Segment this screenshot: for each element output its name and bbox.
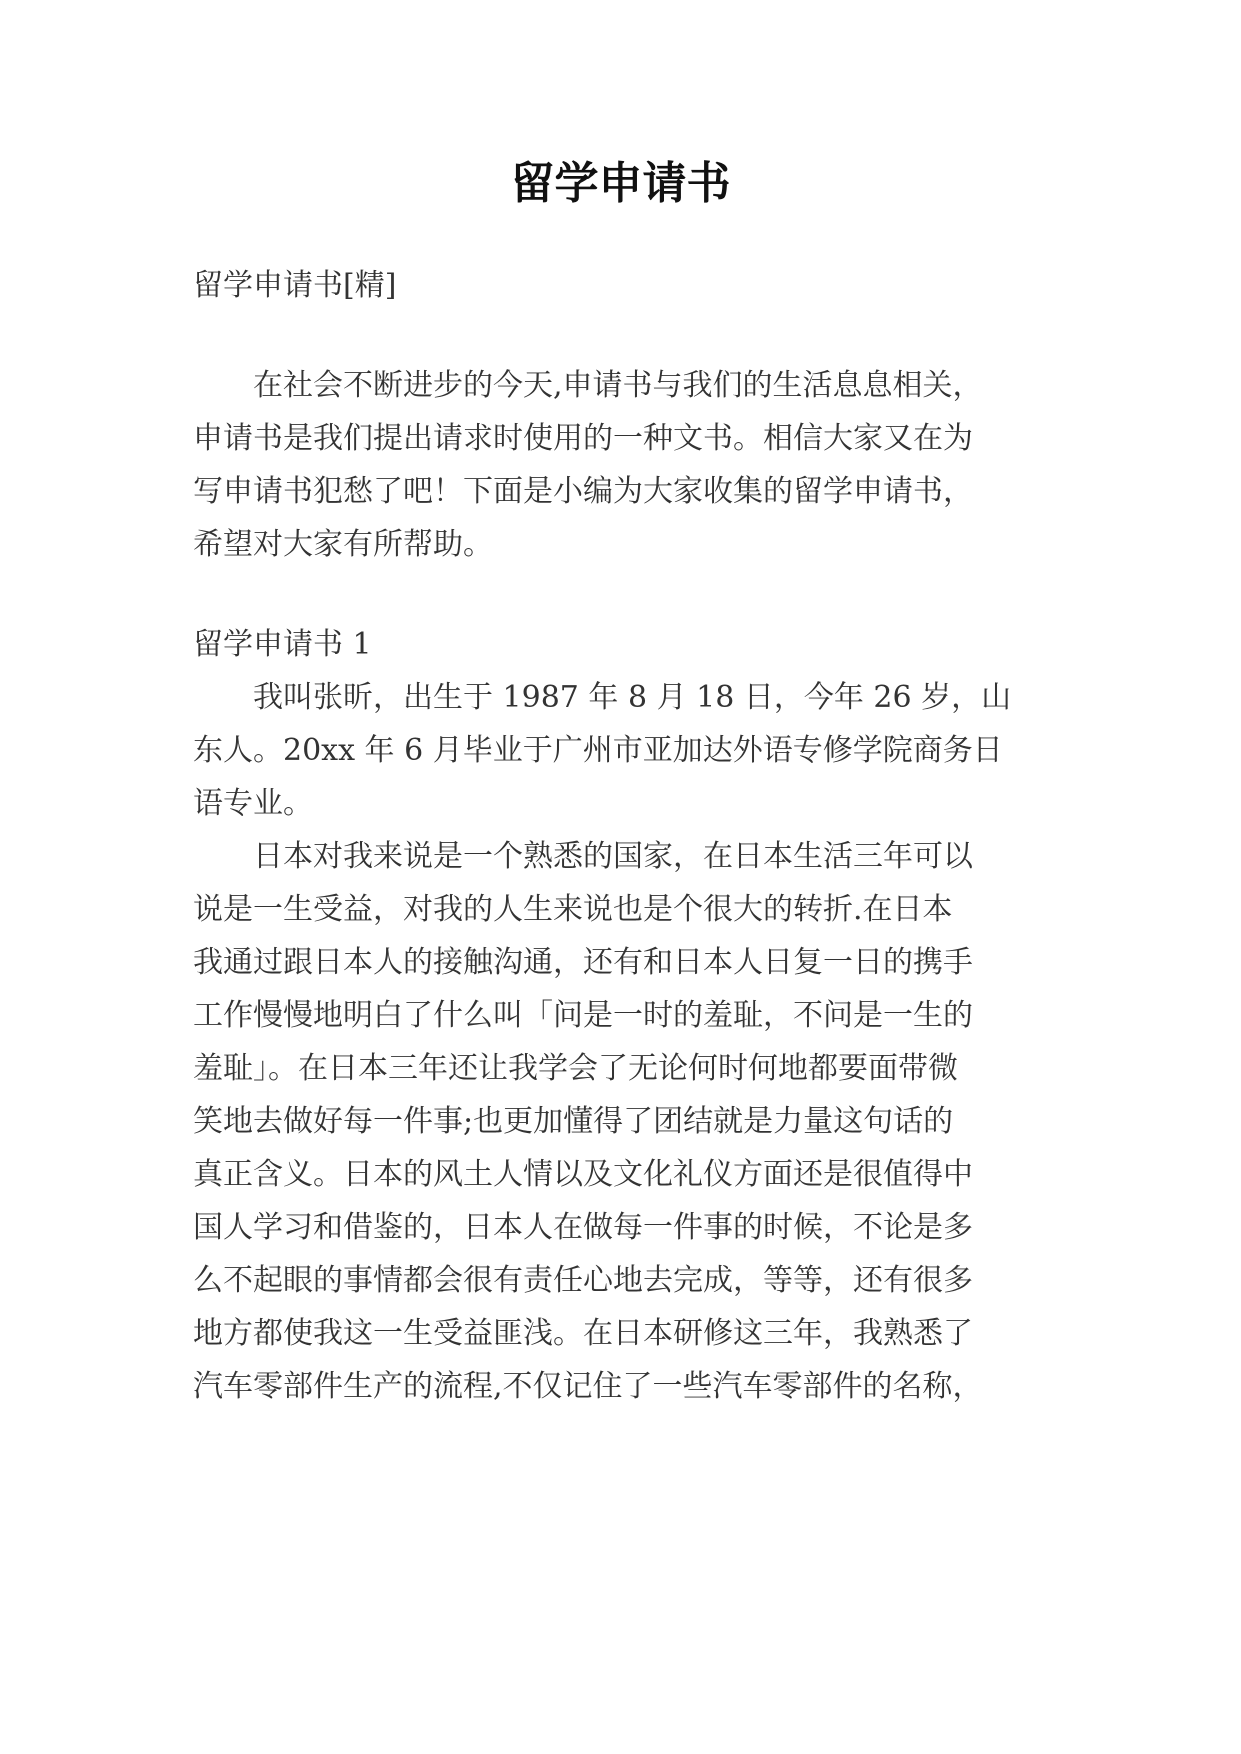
paragraph-line: 羞耻」。在日本三年还让我学会了无论何时何地都要面带微 [193,1051,958,1086]
intro-line: 申请书是我们提出请求时使用的一种文书。相信大家又在为 [193,421,973,456]
paragraph-line: 真正含义。日本的风土人情以及文化礼仪方面还是很值得中 [193,1157,973,1192]
intro-line: 写申请书犯愁了吧！下面是小编为大家收集的留学申请书， [193,474,973,509]
paragraph-line: 地方都使我这一生受益匪浅。在日本研修这三年，我熟悉了 [193,1316,973,1351]
section-heading: 留学申请书 1 [193,627,372,662]
paragraph-line: 国人学习和借鉴的，日本人在做每一件事的时候，不论是多 [193,1210,973,1245]
paragraph-line: 语专业。 [193,786,313,821]
paragraph-line: 汽车零部件生产的流程,不仅记住了一些汽车零部件的名称， [193,1369,983,1404]
paragraph-line: 工作慢慢地明白了什么叫「问是一时的羞耻，不问是一生的 [193,998,973,1033]
intro-line: 希望对大家有所帮助。 [193,527,493,562]
paragraph-line: 我叫张昕，出生于 1987 年 8 月 18 日，今年 26 岁，山 [253,680,1012,715]
intro-line: 在社会不断进步的今天,申请书与我们的生活息息相关， [253,368,983,403]
paragraph-line: 我通过跟日本人的接触沟通，还有和日本人日复一日的携手 [193,945,973,980]
paragraph-line: 日本对我来说是一个熟悉的国家，在日本生活三年可以 [253,839,973,874]
document-subtitle: 留学申请书[精] [193,268,397,303]
document-title: 留学申请书 [510,158,731,209]
paragraph-line: 东人。20xx 年 6 月毕业于广州市亚加达外语专修学院商务日 [193,733,1003,768]
paragraph-line: 说是一生受益，对我的人生来说也是个很大的转折.在日本 [193,892,953,927]
paragraph-line: 笑地去做好每一件事;也更加懂得了团结就是力量这句话的 [193,1104,954,1139]
paragraph-line: 么不起眼的事情都会很有责任心地去完成，等等，还有很多 [193,1263,973,1298]
